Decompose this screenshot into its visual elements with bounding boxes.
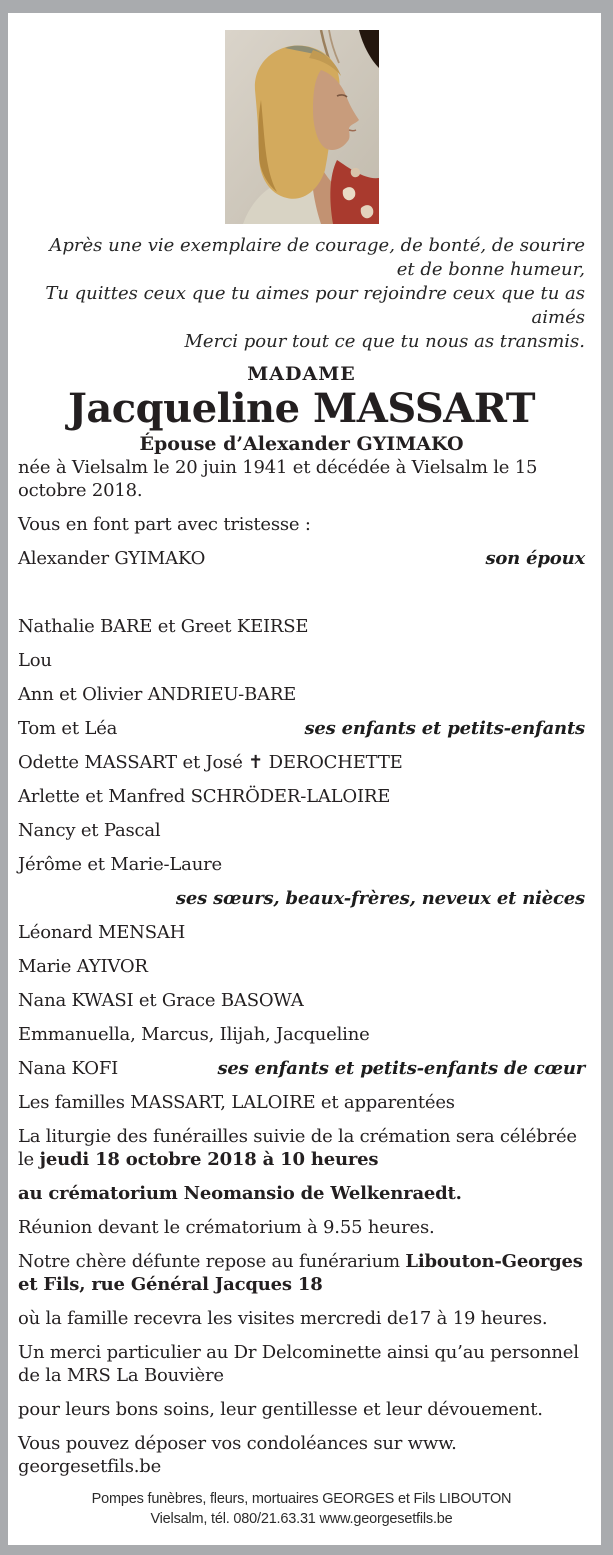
family-member-name: Arlette et Manfred SCHRÖDER-LALOIRE bbox=[18, 786, 391, 807]
family-row bbox=[18, 785, 585, 808]
death-notice-page bbox=[8, 13, 601, 1545]
repose-paragraph bbox=[18, 1250, 585, 1296]
thanks-line-1: Un merci particulier au Dr Delcominette ainsi qu’au personnel de la MRS La Bouvière bbox=[18, 1342, 579, 1386]
family-row bbox=[18, 1091, 585, 1114]
family-row bbox=[18, 751, 585, 774]
family-member-name: Jérôme et Marie-Laure bbox=[18, 854, 222, 875]
quote-line: Après une vie exemplaire de courage, de bonté, de sourire bbox=[49, 235, 585, 256]
condolences-paragraph bbox=[18, 1432, 585, 1478]
quote-line: Merci pour tout ce que tu nous as transmis. bbox=[184, 331, 585, 352]
family-member-name: Léonard MENSAH bbox=[18, 922, 186, 943]
funeral-home-name: Libouton-Georges et Fils, rue Général Jacques 18 bbox=[18, 1251, 583, 1295]
family-row bbox=[18, 1057, 585, 1080]
family-row bbox=[18, 683, 585, 706]
liturgy-paragraph bbox=[18, 1125, 585, 1171]
repose-text: Notre chère défunte repose au funérarium bbox=[18, 1251, 406, 1272]
quote-line: Tu quittes ceux que tu aimes pour rejoindre ceux que tu as bbox=[45, 283, 585, 304]
family-member-name: Odette MASSART et José ✝ DEROCHETTE bbox=[18, 752, 403, 773]
family-row bbox=[18, 717, 585, 740]
family-row bbox=[18, 1023, 585, 1046]
deceased-name: Jacqueline MASSART bbox=[67, 385, 536, 432]
family-member-name: Les familles MASSART, LALOIRE et apparentées bbox=[18, 1092, 455, 1113]
family-row bbox=[18, 615, 585, 638]
footer-line-1: Pompes funèbres, fleurs, mortuaires GEORGES et Fils LIBOUTON bbox=[91, 1491, 512, 1507]
quote-line: aimés bbox=[531, 307, 585, 328]
footer-line-2: Vielsalm, tél. 080/21.63.31 www.georgesetfils.be bbox=[150, 1511, 453, 1527]
spouse-line: Épouse d’Alexander GYIMAKO bbox=[139, 433, 464, 455]
family-row bbox=[18, 649, 585, 672]
life-dates: née à Vielsalm le 20 juin 1941 et décédée à Vielsalm le 15 octobre 2018. bbox=[18, 457, 538, 501]
family-row bbox=[18, 547, 585, 570]
family-row bbox=[18, 989, 585, 1012]
spacer bbox=[18, 581, 585, 604]
relationship-label: ses sœurs, beaux-frères, neveux et nièces bbox=[175, 888, 585, 909]
family-member-name: Nancy et Pascal bbox=[18, 820, 161, 841]
family-member-name: Nana KWASI et Grace BASOWA bbox=[18, 990, 304, 1011]
family-member-name: Tom et Léa bbox=[18, 718, 118, 739]
condolences-website: georgesetfils.be bbox=[18, 1456, 162, 1477]
meeting-line: Réunion devant le crématorium à 9.55 heures. bbox=[18, 1217, 435, 1238]
condolences-text: Vous pouvez déposer vos condoléances sur www. bbox=[18, 1433, 457, 1454]
family-row bbox=[18, 819, 585, 842]
family-row bbox=[18, 887, 585, 910]
funeral-home-footer bbox=[18, 1489, 585, 1529]
quote-line: et de bonne humeur, bbox=[396, 259, 585, 280]
relationship-label: son époux bbox=[485, 548, 585, 569]
family-member-name: Nana KOFI bbox=[18, 1058, 119, 1079]
visits-line: où la famille recevra les visites mercredi de17 à 19 heures. bbox=[18, 1308, 548, 1329]
portrait-photo-illustration bbox=[225, 30, 379, 224]
title-prefix: MADAME bbox=[247, 363, 356, 385]
crematorium-line: au crématorium Neomansio de Welkenraedt. bbox=[18, 1183, 462, 1204]
relationship-label: ses enfants et petits-enfants de cœur bbox=[217, 1058, 585, 1079]
family-member-name: Ann et Olivier ANDRIEU-BARE bbox=[18, 684, 297, 705]
liturgy-date: jeudi 18 octobre 2018 à 10 heures bbox=[39, 1149, 379, 1170]
family-member-name: Lou bbox=[18, 650, 52, 671]
family-member-name: Nathalie BARE et Greet KEIRSE bbox=[18, 616, 309, 637]
family-row bbox=[18, 853, 585, 876]
thanks-line-2: pour leurs bons soins, leur gentillesse et leur dévouement. bbox=[18, 1399, 543, 1420]
family-row bbox=[18, 955, 585, 978]
family-member-name: Marie AYIVOR bbox=[18, 956, 148, 977]
announcement-line: Vous en font part avec tristesse : bbox=[18, 514, 311, 535]
family-row bbox=[18, 921, 585, 944]
family-member-name: Alexander GYIMAKO bbox=[18, 548, 206, 569]
relationship-label: ses enfants et petits-enfants bbox=[304, 718, 585, 739]
liturgy-text: La liturgie des funérailles suivie de la crémation sera célébrée le bbox=[18, 1126, 577, 1170]
family-member-name: Emmanuella, Marcus, Ilijah, Jacqueline bbox=[18, 1024, 370, 1045]
portrait-photo bbox=[225, 30, 379, 224]
memorial-quote bbox=[18, 234, 585, 354]
